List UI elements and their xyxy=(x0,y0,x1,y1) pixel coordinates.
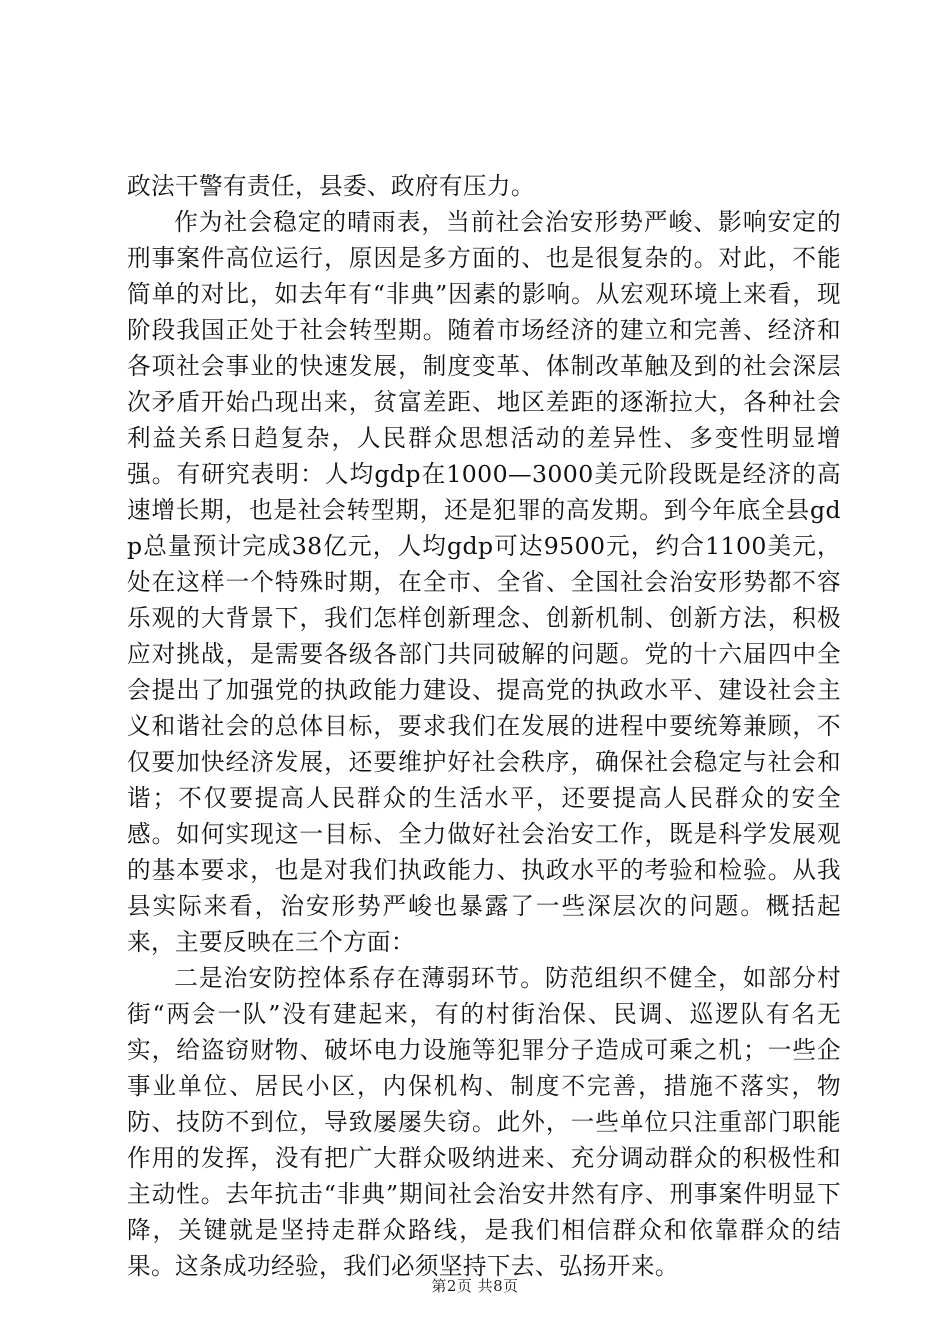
paragraph-2: 作为社会稳定的晴雨表，当前社会治安形势严峻、影响安定的刑事案件高位运行，原因是多方面的、也是很复杂的。对此，不能简单的对比，如去年有“非典”因素的影响。从宏观环境上来看，现阶段我国正处于社会转型期。随着市场经济的建立和完善、经济和各项社会事业的快速发展，制度变革、体制改革触及到的社会深层次矛盾开始凸现出来，贫富差距、地区差距的逐渐拉大，各种社会利益关系日趋复杂，人民群众思想活动的差异性、多变性明显增强。有研究表明：人均gdp在1000—3000美元阶段既是经济的高速增长期，也是社会转型期，还是犯罪的高发期。到今年底全县gdp总量预计完成38亿元，人均gdp可达9500元，约合1100美元，处在这样一个特殊时期，在全市、全省、全国社会治安形势都不容乐观的大背景下，我们怎样创新理念、创新机制、创新方法，积极应对挑战，是需要各级各部门共同破解的问题。党的十六届四中全会提出了加强党的执政能力建设、提高党的执政水平、建设社会主义和谐社会的总体目标，要求我们在发展的进程中要统筹兼顾，不仅要加快经济发展，还要维护好社会秩序，确保社会稳定与社会和谐；不仅要提高人民群众的生活水平，还要提高人民群众的安全感。如何实现这一目标、全力做好社会治安工作，既是科学发展观的基本要求，也是对我们执政能力、执政水平的考验和检验。从我县实际来看，治安形势严峻也暴露了一些深层次的问题。概括起来，主要反映在三个方面： xyxy=(127,208,841,956)
document-body xyxy=(127,168,841,1284)
page-number-footer: 第2页 共8页 xyxy=(431,1277,519,1295)
paragraph-3: 二是治安防控体系存在薄弱环节。防范组织不健全，如部分村街“两会一队”没有建起来，有的村街治保、民调、巡逻队有名无实，给盗窃财物、破坏电力设施等犯罪分子造成可乘之机；一些企事业单位、居民小区，内保机构、制度不完善，措施不落实，物防、技防不到位，导致屡屡失窃。此外，一些单位只注重部门职能作用的发挥，没有把广大群众吸纳进来、充分调动群众的积极性和主动性。去年抗击“非典”期间社会治安井然有序、刑事案件明显下降，关键就是坚持走群众路线，是我们相信群众和依靠群众的结果。这条成功经验，我们必须坚持下去、弘扬开来。 xyxy=(127,964,841,1280)
paragraph-1: 政法干警有责任，县委、政府有压力。 xyxy=(127,172,535,200)
